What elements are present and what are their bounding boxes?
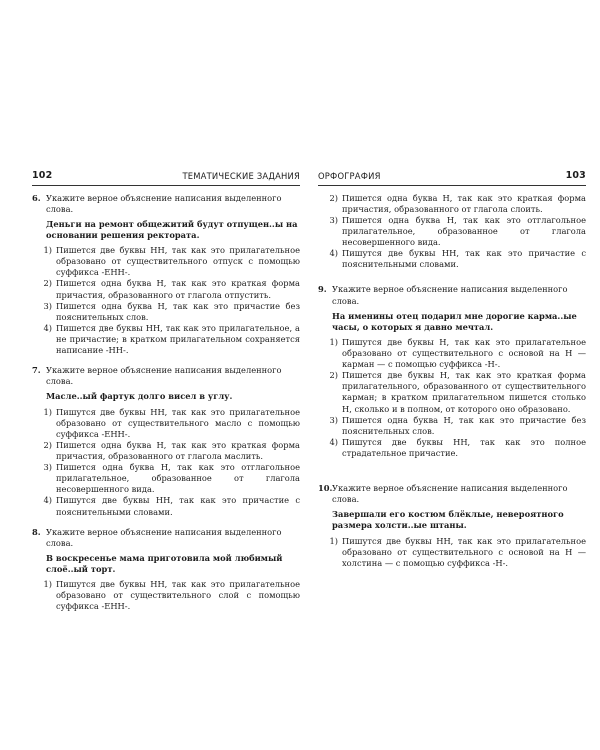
answer-option — [318, 193, 586, 215]
option-text: Пишется одна буква Н, так как это отглагольное прилагательное, образованное от глагола несовершенного вида. — [342, 214, 586, 248]
option-number: 3) — [43, 300, 52, 311]
answer-option — [318, 370, 586, 414]
task-6 — [32, 193, 300, 357]
option-number: 4) — [43, 322, 52, 333]
task-question — [318, 483, 586, 505]
option-text: Пишутся две буквы НН, так как это прилагательное образовано от существительного с основой на Н — холстина — с помощью суффикса -Н-. — [342, 535, 586, 568]
task-sentence: Масле..ый фартук долго висел в углу. — [46, 391, 233, 402]
question-text: Укажите верное объяснение написания выделенного слова. — [332, 483, 568, 505]
task-9 — [318, 284, 586, 459]
answer-option — [32, 440, 300, 462]
option-number: 4) — [43, 495, 52, 506]
task-number: 10. — [318, 483, 333, 494]
right-page — [318, 170, 586, 578]
task-number: 7. — [32, 365, 41, 376]
option-number: 3) — [43, 462, 52, 473]
task-10 — [318, 483, 586, 569]
task-question — [32, 193, 300, 215]
option-text: Пишутся две буквы НН, так как это полное страдательное причастие. — [342, 436, 586, 459]
option-text: Пишутся две буквы НН, так как это причастие с пояснительными словами. — [56, 495, 300, 517]
option-number: 1) — [43, 245, 52, 256]
task-sentence: Завершали его костюм блёклые, невероятного размера холсти..ые штаны. — [332, 509, 564, 531]
option-text: Пишутся две буквы Н, так как это прилагательное образовано от существительного с основой на Н — карман — с помощью суффикса -Н-. — [342, 336, 586, 370]
option-number: 1) — [329, 535, 338, 546]
task-question — [318, 284, 586, 306]
option-number: 4) — [329, 248, 338, 259]
question-text: Укажите верное объяснение написания выделенного слова. — [46, 526, 282, 548]
page-header — [32, 170, 300, 186]
answer-option — [32, 301, 300, 323]
task-number: 6. — [32, 192, 41, 203]
option-text: Пишутся две буквы НН, так как это причастие с пояснительными словами. — [342, 248, 586, 270]
question-text: Укажите верное объяснение написания выделенного слова. — [332, 284, 568, 306]
answer-option — [32, 278, 300, 300]
option-number: 4) — [329, 436, 338, 447]
task-question — [32, 365, 300, 387]
question-text: Укажите верное объяснение написания выделенного слова. — [46, 192, 282, 214]
option-number: 3) — [329, 214, 338, 225]
option-number: 1) — [43, 579, 52, 590]
answer-option — [318, 437, 586, 459]
answer-option — [32, 407, 300, 440]
answer-option — [318, 415, 586, 437]
option-text: Пишутся две буквы НН, так как это прилагательное образовано от существительного масло с помощью суффикса -ЕНН-. — [56, 406, 300, 439]
option-text: Пишется одна буква Н, так как это краткая форма причастия, образованного от глагола отпустить. — [56, 278, 300, 300]
running-title: ОРФОГРАФИЯ — [318, 171, 381, 182]
answer-option — [318, 248, 586, 270]
left-page — [32, 170, 300, 621]
option-text: Пишется одна буква Н, так как это отглагольное прилагательное, образованное от глагола несовершенного вида. — [56, 462, 300, 495]
task-sentence: В воскресенье мама приготовила мой любимый слоё..ый торт. — [46, 552, 283, 574]
question-text: Укажите верное объяснение написания выделенного слова. — [46, 365, 282, 387]
running-title: ТЕМАТИЧЕСКИЕ ЗАДАНИЯ — [182, 171, 300, 182]
answer-option — [318, 337, 586, 370]
option-number: 2) — [329, 370, 338, 381]
option-text: Пишется две буквы Н, так как это краткая форма прилагательного, образованного от существительного карман; в кратком прилагательном пишется столько Н, сколько и в полном, от которого оно образовано. — [342, 370, 586, 414]
task-number: 8. — [32, 526, 41, 537]
task-8-continued — [318, 193, 586, 271]
option-text: Пишется одна буква Н, так как это причастие без пояснительных слов. — [56, 300, 300, 322]
option-text: Пишется одна буква Н, так как это причастие без пояснительных слов. — [342, 414, 586, 436]
answer-option — [32, 462, 300, 495]
page-number: 102 — [32, 170, 53, 181]
option-number: 2) — [329, 192, 338, 203]
option-number: 3) — [329, 414, 338, 425]
option-number: 1) — [329, 336, 338, 347]
task-sentence: На именины отец подарил мне дорогие карма..ые часы, о которых я давно мечтал. — [332, 310, 577, 332]
answer-option — [32, 245, 300, 278]
answer-option — [32, 323, 300, 356]
page-header — [318, 170, 586, 186]
task-sentence: Деньги на ремонт общежитий будут отпущен..ы на основании решения ректората. — [46, 218, 298, 241]
answer-option — [32, 495, 300, 517]
answer-option — [318, 215, 586, 248]
page-number: 103 — [565, 170, 586, 181]
option-text: Пишется две буквы НН, так как это прилагательное образовано от существительного отпуск с помощью суффикса -ЕНН-. — [56, 245, 300, 278]
task-number: 9. — [318, 284, 327, 295]
task-8 — [32, 527, 300, 613]
option-text: Пишутся две буквы НН, так как это прилагательное образовано от существительного слой с помощью суффикса -ЕНН-. — [56, 579, 300, 612]
option-number: 1) — [43, 406, 52, 417]
option-text: Пишется две буквы НН, так как это прилагательное, а не причастие; в кратком прилагательном сохраняется написание -НН-. — [56, 322, 300, 356]
answer-option — [318, 536, 586, 569]
task-question — [32, 527, 300, 549]
option-number: 2) — [43, 278, 52, 289]
answer-option — [32, 579, 300, 612]
task-7 — [32, 365, 300, 517]
option-number: 2) — [43, 439, 52, 450]
option-text: Пишется одна буква Н, так как это краткая форма причастия, образованного от глагола маслить. — [56, 439, 300, 462]
option-text: Пишется одна буква Н, так как это краткая форма причастия, образованного от глагола слоить. — [342, 192, 586, 214]
